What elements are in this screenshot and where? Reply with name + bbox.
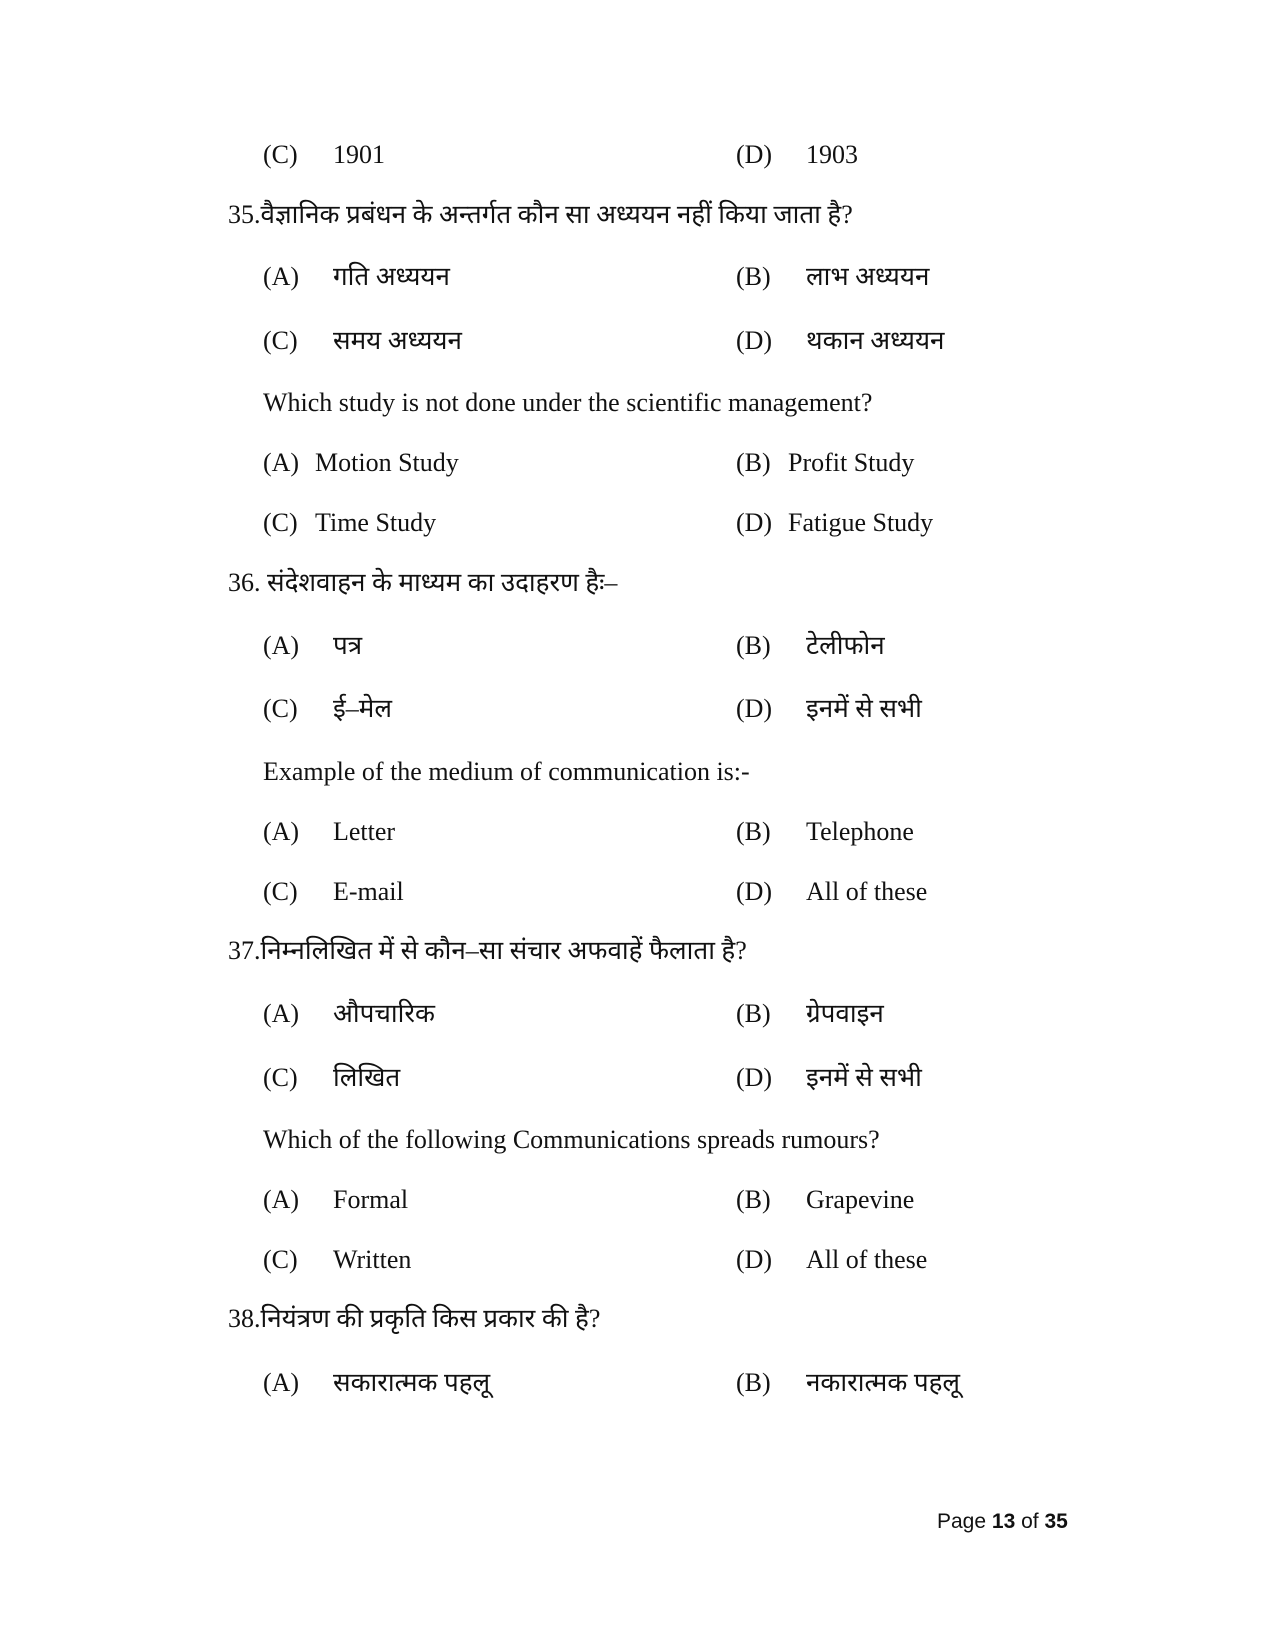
option-label: (C) (263, 1245, 298, 1274)
option-label: (B) (736, 448, 771, 477)
option-label: (A) (263, 999, 300, 1028)
question-35-hindi: 35.वैज्ञानिक प्रबंधन के अन्तर्गत कौन सा अध्ययन नहीं किया जाता है? (228, 200, 853, 229)
option-text: लाभ अध्ययन (806, 262, 930, 291)
option-label: (B) (736, 1368, 771, 1397)
option-label: (B) (736, 999, 771, 1028)
option-label: (C) (263, 326, 298, 355)
option-label: (D) (736, 877, 773, 906)
option-text: Telephone (806, 817, 914, 846)
option-label: (C) (263, 508, 298, 537)
question-35-english: Which study is not done under the scientific management? (263, 388, 873, 417)
prev-option-d (736, 139, 858, 171)
option-label: (C) (263, 694, 298, 723)
q36-hindi-option-c (263, 693, 392, 725)
option-label: (A) (263, 631, 300, 660)
option-label: (D) (736, 1063, 773, 1092)
option-label: (B) (736, 262, 771, 291)
option-label: (D) (736, 694, 773, 723)
option-label: (D) (736, 140, 773, 169)
option-text: Motion Study (315, 448, 459, 477)
of-word: of (1021, 1510, 1039, 1533)
option-text: Time Study (315, 508, 437, 537)
option-text: Written (333, 1245, 412, 1274)
option-text: ग्रेपवाइन (806, 999, 884, 1028)
q36-english-option-d (736, 876, 927, 908)
option-text: टेलीफोन (806, 631, 885, 660)
option-text: Letter (333, 817, 396, 846)
question-36-english: Example of the medium of communication is:- (263, 757, 750, 786)
q36-english-option-b (736, 816, 914, 848)
option-label: (D) (736, 326, 773, 355)
q38-hindi-option-a (263, 1367, 490, 1399)
option-label: (C) (263, 877, 298, 906)
q35-hindi-option-a (263, 261, 450, 293)
option-text: समय अध्ययन (333, 326, 462, 355)
q36-hindi-option-d (736, 693, 922, 725)
option-text: गति अध्ययन (333, 262, 450, 291)
option-label: (A) (263, 448, 300, 477)
option-label: (A) (263, 262, 300, 291)
q36-hindi-option-b (736, 630, 885, 662)
q37-hindi-option-b (736, 998, 884, 1030)
q37-hindi-option-a (263, 998, 435, 1030)
question-36-hindi: 36. संदेशवाहन के माध्यम का उदाहरण हैः– (228, 568, 618, 597)
page-word: Page (937, 1510, 987, 1533)
option-label: (B) (736, 1185, 771, 1214)
option-label: (A) (263, 1185, 300, 1214)
option-text: E-mail (333, 877, 404, 906)
total-pages-number: 35 (1044, 1510, 1068, 1533)
question-37-english: Which of the following Communications spreads rumours? (263, 1125, 880, 1154)
option-text: इनमें से सभी (806, 1063, 922, 1092)
option-label: (A) (263, 817, 300, 846)
q35-english-option-a (263, 447, 459, 479)
q37-hindi-option-d (736, 1062, 922, 1094)
q36-english-option-c (263, 876, 404, 908)
option-label: (B) (736, 631, 771, 660)
question-37-hindi: 37.निम्नलिखित में से कौन–सा संचार अफवाहें फैलाता है? (228, 936, 747, 965)
option-text: All of these (806, 1245, 928, 1274)
option-text: लिखित (333, 1063, 401, 1092)
option-label: (B) (736, 817, 771, 846)
option-text: Formal (333, 1185, 409, 1214)
q37-english-option-a (263, 1184, 408, 1216)
option-text: 1901 (333, 140, 385, 169)
q37-english-option-d (736, 1244, 927, 1276)
option-text: औपचारिक (333, 999, 435, 1028)
q36-english-option-a (263, 816, 395, 848)
option-text: 1903 (806, 140, 858, 169)
question-38-hindi: 38.नियंत्रण की प्रकृति किस प्रकार की है? (228, 1304, 601, 1333)
q37-english-option-b (736, 1184, 914, 1216)
q36-hindi-option-a (263, 630, 362, 662)
q35-english-option-d (736, 507, 933, 539)
q38-hindi-option-b (736, 1367, 960, 1399)
option-label: (C) (263, 140, 298, 169)
option-text: पत्र (333, 631, 363, 660)
q35-hindi-option-c (263, 325, 462, 357)
current-page-number: 13 (991, 1510, 1016, 1533)
option-label: (D) (736, 508, 773, 537)
option-text: Profit Study (788, 448, 915, 477)
option-text: नकारात्मक पहलू (806, 1368, 961, 1397)
option-text: ई–मेल (333, 694, 392, 723)
option-label: (C) (263, 1063, 298, 1092)
q35-hindi-option-d (736, 325, 944, 357)
q37-english-option-c (263, 1244, 411, 1276)
q35-english-option-c (263, 507, 436, 539)
option-label: (D) (736, 1245, 773, 1274)
q35-hindi-option-b (736, 261, 929, 293)
q35-english-option-b (736, 447, 914, 479)
prev-option-c (263, 139, 385, 171)
option-label: (A) (263, 1368, 300, 1397)
page-number (937, 1509, 1068, 1535)
option-text: सकारात्मक पहलू (333, 1368, 491, 1397)
option-text: इनमें से सभी (806, 694, 922, 723)
option-text: थकान अध्ययन (806, 326, 945, 355)
option-text: Fatigue Study (788, 508, 934, 537)
q37-hindi-option-c (263, 1062, 400, 1094)
option-text: All of these (806, 877, 928, 906)
option-text: Grapevine (806, 1185, 915, 1214)
